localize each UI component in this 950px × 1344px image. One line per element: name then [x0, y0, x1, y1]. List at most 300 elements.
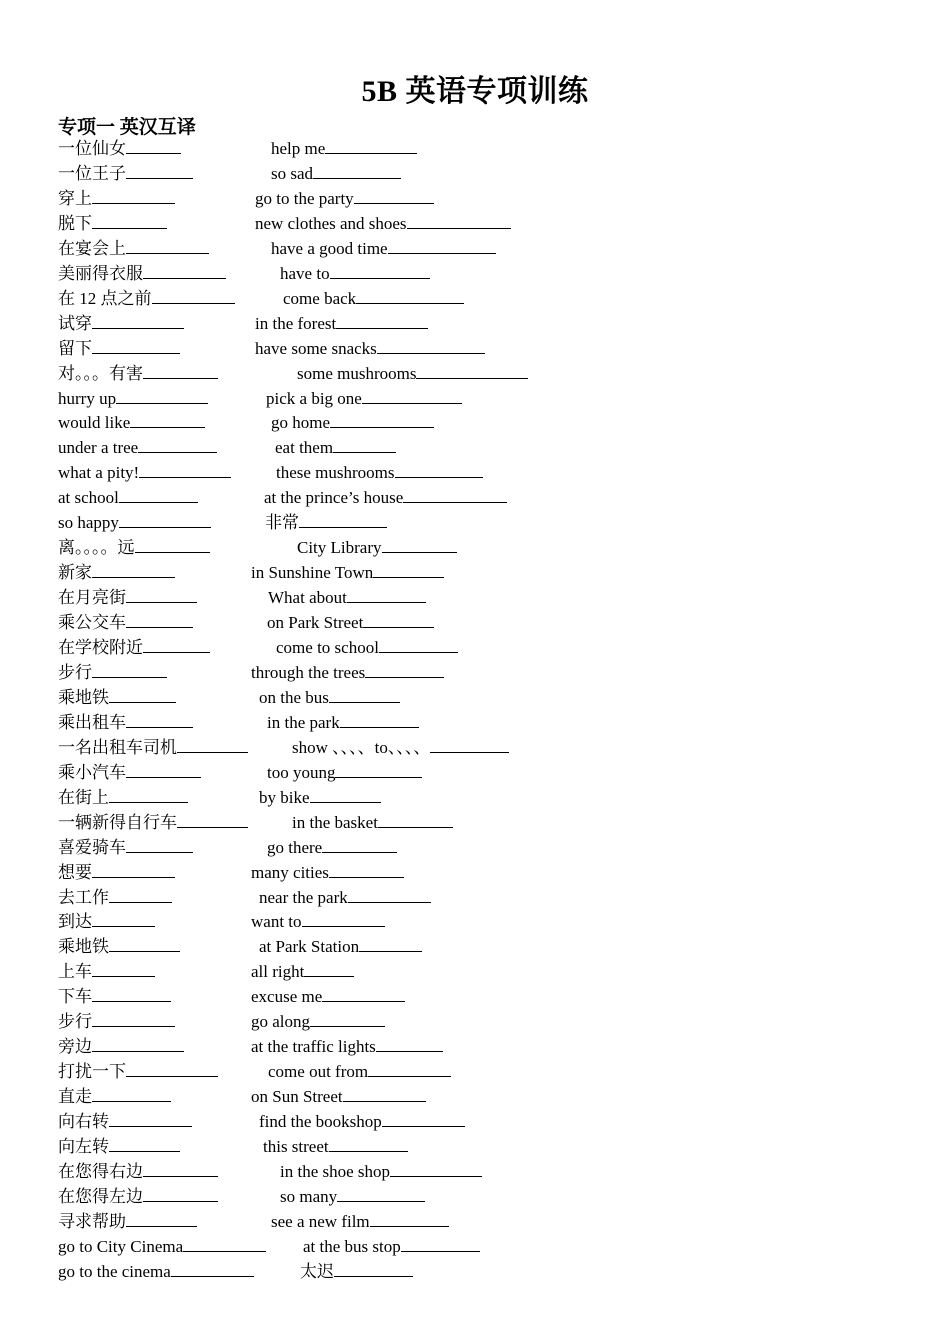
- answer-blank[interactable]: [340, 709, 419, 728]
- exercise-row: [0, 1133, 950, 1158]
- chinese-english-item-left: [58, 1058, 218, 1084]
- chinese-english-item-right: [267, 834, 397, 860]
- answer-blank[interactable]: [363, 609, 434, 628]
- answer-blank[interactable]: [329, 684, 400, 703]
- exercise-row: [0, 1258, 950, 1283]
- chinese-english-item-right: [292, 734, 509, 760]
- item-text: find the bookshop: [259, 1112, 382, 1132]
- chinese-english-item-left: [58, 859, 175, 885]
- chinese-english-item-left: [58, 1158, 218, 1184]
- answer-blank[interactable]: [126, 709, 193, 728]
- item-text: 太迟: [300, 1261, 334, 1281]
- chinese-english-item-right: [265, 509, 387, 535]
- answer-blank[interactable]: [377, 335, 485, 354]
- exercise-row: [0, 759, 950, 784]
- answer-blank[interactable]: [347, 584, 426, 603]
- answer-blank[interactable]: [329, 1133, 408, 1152]
- item-text: come to school: [276, 638, 379, 657]
- item-text: in Sunshine Town: [251, 563, 374, 583]
- chinese-english-item-left: [58, 884, 172, 910]
- answer-blank[interactable]: [177, 809, 248, 828]
- chinese-english-item-right: [303, 1233, 480, 1259]
- item-text: at the prince’s house: [264, 488, 404, 508]
- chinese-english-item-right: [280, 260, 430, 286]
- chinese-english-item-left: [58, 559, 175, 585]
- chinese-english-item-right: [297, 360, 528, 386]
- answer-blank[interactable]: [143, 634, 210, 653]
- exercise-row: [0, 659, 950, 684]
- item-text: 去工作: [58, 887, 109, 907]
- item-text: hurry up: [58, 388, 117, 408]
- chinese-english-item-left: [58, 983, 171, 1009]
- item-text: 打扰一下: [58, 1062, 126, 1082]
- answer-blank[interactable]: [109, 684, 176, 703]
- answer-blank[interactable]: [334, 1258, 413, 1277]
- chinese-english-item-left: [58, 933, 180, 959]
- item-text: 乘小汽车: [58, 762, 126, 782]
- chinese-english-item-right: [255, 185, 434, 211]
- exercise-row: [0, 834, 950, 859]
- answer-blank[interactable]: [302, 908, 385, 927]
- chinese-english-item-left: [58, 1008, 175, 1034]
- item-text: 乘地铁: [58, 937, 109, 957]
- item-text: come out from: [268, 1062, 369, 1082]
- item-text: have some snacks: [255, 338, 377, 358]
- answer-blank[interactable]: [109, 933, 180, 952]
- exercise-row: [0, 958, 950, 983]
- chinese-english-item-left: [58, 659, 167, 685]
- chinese-english-item-right: [259, 684, 400, 710]
- item-text: go home: [271, 413, 331, 433]
- answer-blank[interactable]: [325, 135, 417, 154]
- answer-blank[interactable]: [348, 884, 431, 903]
- item-text: 想要: [58, 862, 92, 882]
- item-text: some mushrooms: [297, 363, 417, 383]
- answer-blank[interactable]: [109, 1133, 180, 1152]
- answer-blank[interactable]: [403, 484, 507, 503]
- chinese-english-item-left: [58, 734, 248, 760]
- chinese-english-item-left: [58, 1258, 254, 1284]
- answer-blank[interactable]: [310, 784, 381, 803]
- answer-blank[interactable]: [401, 1233, 480, 1252]
- chinese-english-item-right: [271, 409, 434, 435]
- chinese-english-item-right: [264, 484, 507, 510]
- answer-blank[interactable]: [329, 859, 404, 878]
- item-text: excuse me: [251, 987, 323, 1007]
- item-text: in the basket: [292, 812, 378, 832]
- chinese-english-item-right: [259, 784, 381, 810]
- item-text: near the park: [259, 887, 348, 907]
- chinese-english-item-right: [267, 609, 434, 635]
- chinese-english-item-right: [251, 958, 354, 984]
- chinese-english-item-right: [255, 210, 511, 236]
- answer-blank[interactable]: [92, 908, 155, 927]
- item-text: all right: [251, 962, 305, 982]
- item-text: through the trees: [251, 662, 366, 682]
- exercise-row: [0, 634, 950, 659]
- exercise-row: [0, 709, 950, 734]
- item-text: this street: [263, 1137, 329, 1156]
- chinese-english-item-left: [58, 684, 176, 710]
- item-text: pick a big one: [266, 388, 362, 408]
- answer-blank[interactable]: [362, 385, 462, 404]
- chinese-english-item-left: [58, 385, 208, 411]
- chinese-english-item-left: [58, 784, 188, 810]
- answer-blank[interactable]: [390, 1158, 482, 1177]
- item-text: in the shoe shop: [280, 1161, 391, 1181]
- item-text: at the bus stop: [303, 1236, 401, 1256]
- item-text: new clothes and shoes: [255, 213, 407, 233]
- item-text: 对。。。有害: [58, 363, 143, 383]
- exercise-row: [0, 1008, 950, 1033]
- chinese-english-item-right: [300, 1258, 413, 1284]
- chinese-english-item-right: [267, 759, 422, 785]
- item-text: at the traffic lights: [251, 1037, 376, 1057]
- answer-blank[interactable]: [126, 609, 193, 628]
- item-text: so many: [280, 1186, 338, 1206]
- exercise-row: [0, 933, 950, 958]
- item-text: 一位王子: [58, 163, 126, 183]
- answer-blank[interactable]: [139, 459, 231, 478]
- answer-blank[interactable]: [330, 409, 434, 428]
- item-text: 在街上: [58, 787, 109, 807]
- answer-blank[interactable]: [356, 285, 464, 304]
- exercise-row: [0, 1083, 950, 1108]
- item-text: 离。。。。远: [58, 538, 135, 558]
- chinese-english-item-left: [58, 260, 226, 286]
- item-text: go to City Cinema: [58, 1236, 184, 1256]
- exercise-row: [0, 1183, 950, 1208]
- item-text: 在学校附近: [58, 638, 143, 657]
- exercise-row: [0, 210, 950, 235]
- answer-blank[interactable]: [126, 235, 209, 254]
- item-text: 新家: [58, 563, 92, 583]
- item-text: 到达: [58, 912, 92, 932]
- item-text: so happy: [58, 513, 119, 533]
- exercise-row: [0, 484, 950, 509]
- item-text: at school: [58, 488, 119, 508]
- chinese-english-item-left: [58, 958, 155, 984]
- answer-blank[interactable]: [92, 1008, 175, 1027]
- answer-blank[interactable]: [322, 834, 397, 853]
- chinese-english-item-right: [251, 1008, 385, 1034]
- exercise-row: [0, 584, 950, 609]
- answer-blank[interactable]: [335, 759, 422, 778]
- exercise-row: [0, 385, 950, 410]
- chinese-english-item-left: [58, 1108, 192, 1134]
- chinese-english-item-right: [251, 659, 444, 685]
- answer-blank[interactable]: [138, 434, 217, 453]
- answer-blank[interactable]: [359, 933, 422, 952]
- chinese-english-item-left: [58, 285, 235, 311]
- answer-blank[interactable]: [143, 260, 226, 279]
- chinese-english-item-right: [271, 1208, 449, 1234]
- exercise-row: [0, 235, 950, 260]
- exercise-row: [0, 135, 950, 160]
- answer-blank[interactable]: [126, 135, 181, 154]
- chinese-english-item-right: [251, 1083, 426, 1109]
- chinese-english-item-left: [58, 434, 217, 460]
- answer-blank[interactable]: [416, 360, 528, 379]
- item-text: 在您得右边: [58, 1161, 143, 1181]
- chinese-english-item-left: [58, 1033, 184, 1059]
- answer-blank[interactable]: [376, 1033, 443, 1052]
- item-text: 非常: [265, 513, 299, 533]
- chinese-english-item-left: [58, 1208, 197, 1234]
- exercise-row: [0, 684, 950, 709]
- item-text: 乘地铁: [58, 687, 109, 707]
- exercise-row: [0, 1058, 950, 1083]
- item-text: 上车: [58, 962, 92, 982]
- answer-blank[interactable]: [126, 584, 197, 603]
- answer-blank[interactable]: [365, 659, 444, 678]
- chinese-english-item-right: [271, 135, 417, 161]
- item-text: 乘出租车: [58, 712, 126, 732]
- item-text: 下车: [58, 987, 92, 1007]
- exercise-row: [0, 160, 950, 185]
- chinese-english-item-left: [58, 210, 167, 236]
- chinese-english-item-right: [255, 335, 485, 361]
- answer-blank[interactable]: [430, 734, 509, 753]
- chinese-english-item-right: [297, 534, 457, 560]
- answer-blank[interactable]: [92, 859, 175, 878]
- chinese-english-item-right: [251, 1033, 443, 1059]
- answer-blank[interactable]: [183, 1233, 266, 1252]
- answer-blank[interactable]: [152, 285, 235, 304]
- answer-blank[interactable]: [310, 1008, 385, 1027]
- item-text: 喜爱骑车: [58, 837, 126, 857]
- chinese-english-item-left: [58, 235, 209, 261]
- item-text: want to: [251, 912, 302, 932]
- answer-blank[interactable]: [126, 160, 193, 179]
- item-text: 旁边: [58, 1037, 92, 1057]
- exercise-row: [0, 360, 950, 385]
- answer-blank[interactable]: [109, 784, 188, 803]
- chinese-english-item-left: [58, 160, 193, 186]
- answer-blank[interactable]: [378, 809, 453, 828]
- answer-blank[interactable]: [368, 1058, 451, 1077]
- chinese-english-item-left: [58, 834, 193, 860]
- chinese-english-item-left: [58, 459, 231, 485]
- chinese-english-item-right: [276, 459, 483, 485]
- answer-blank[interactable]: [171, 1258, 254, 1277]
- chinese-english-item-right: [276, 634, 458, 660]
- answer-blank[interactable]: [135, 534, 210, 553]
- item-text: these mushrooms: [276, 463, 395, 483]
- item-text: in the forest: [255, 313, 337, 333]
- chinese-english-item-left: [58, 1233, 266, 1259]
- item-text: on Sun Street: [251, 1087, 343, 1107]
- answer-blank[interactable]: [126, 1208, 197, 1227]
- item-text: 在宴会上: [58, 238, 126, 258]
- answer-blank[interactable]: [354, 185, 434, 204]
- item-text: 留下: [58, 338, 92, 358]
- answer-blank[interactable]: [92, 1033, 184, 1052]
- item-text: 步行: [58, 662, 92, 682]
- answer-blank[interactable]: [379, 634, 458, 653]
- chinese-english-item-right: [251, 983, 405, 1009]
- exercise-row: [0, 859, 950, 884]
- answer-blank[interactable]: [343, 1083, 426, 1102]
- answer-blank[interactable]: [109, 884, 172, 903]
- chinese-english-item-right: [251, 559, 444, 585]
- answer-blank[interactable]: [92, 559, 175, 578]
- item-text: go along: [251, 1012, 311, 1032]
- item-text: show 、、、、to、、、、: [292, 737, 431, 757]
- answer-blank[interactable]: [382, 534, 457, 553]
- answer-blank[interactable]: [92, 1083, 171, 1102]
- answer-blank[interactable]: [313, 160, 401, 179]
- answer-blank[interactable]: [382, 1108, 465, 1127]
- chinese-english-item-right: [263, 1133, 408, 1159]
- item-text: 向左转: [58, 1137, 109, 1156]
- chinese-english-item-right: [259, 933, 422, 959]
- answer-blank[interactable]: [92, 210, 167, 229]
- answer-blank[interactable]: [388, 235, 496, 254]
- item-text: 在您得左边: [58, 1186, 143, 1206]
- answer-blank[interactable]: [92, 335, 180, 354]
- chinese-english-item-left: [58, 908, 155, 934]
- exercise-row: [0, 734, 950, 759]
- answer-blank[interactable]: [92, 983, 171, 1002]
- answer-blank[interactable]: [116, 385, 208, 404]
- chinese-english-item-left: [58, 360, 218, 386]
- answer-blank[interactable]: [119, 509, 211, 528]
- chinese-english-item-left: [58, 634, 210, 660]
- chinese-english-item-left: [58, 509, 211, 535]
- item-text: what a pity!: [58, 463, 140, 483]
- item-text: help me: [271, 139, 326, 158]
- exercise-row: [0, 884, 950, 909]
- answer-blank[interactable]: [109, 1108, 192, 1127]
- item-text: go there: [267, 837, 323, 857]
- answer-blank[interactable]: [373, 559, 444, 578]
- chinese-english-item-left: [58, 484, 198, 510]
- chinese-english-item-left: [58, 609, 193, 635]
- item-text: 一位仙女: [58, 139, 126, 158]
- exercise-row: [0, 185, 950, 210]
- item-text: under a tree: [58, 438, 139, 458]
- chinese-english-item-right: [275, 434, 396, 460]
- exercise-row: [0, 1108, 950, 1133]
- chinese-english-item-left: [58, 759, 201, 785]
- chinese-english-item-left: [58, 1133, 180, 1159]
- answer-blank[interactable]: [119, 484, 198, 503]
- exercise-row: [0, 784, 950, 809]
- chinese-english-item-right: [280, 1183, 425, 1209]
- item-text: go to the cinema: [58, 1261, 171, 1281]
- chinese-english-item-right: [259, 884, 431, 910]
- item-text: 一名出租车司机: [58, 737, 177, 757]
- chinese-english-item-left: [58, 185, 175, 211]
- item-text: on the bus: [259, 687, 329, 707]
- item-text: 步行: [58, 1012, 92, 1032]
- item-text: eat them: [275, 438, 334, 458]
- chinese-english-item-left: [58, 809, 248, 835]
- answer-blank[interactable]: [337, 1183, 425, 1202]
- chinese-english-item-right: [255, 310, 428, 336]
- chinese-english-item-left: [58, 135, 181, 161]
- answer-blank[interactable]: [92, 185, 175, 204]
- answer-blank[interactable]: [126, 834, 193, 853]
- answer-blank[interactable]: [126, 759, 201, 778]
- item-text: come back: [283, 288, 357, 308]
- exercise-row: [0, 409, 950, 434]
- item-text: What about: [268, 588, 347, 608]
- answer-blank[interactable]: [130, 409, 205, 428]
- item-text: 试穿: [58, 313, 92, 333]
- item-text: on Park Street: [267, 613, 364, 633]
- answer-blank[interactable]: [333, 434, 396, 453]
- answer-blank[interactable]: [143, 360, 218, 379]
- answer-blank[interactable]: [322, 983, 405, 1002]
- answer-blank[interactable]: [143, 1158, 218, 1177]
- item-text: by bike: [259, 787, 310, 807]
- item-text: 美丽得衣服: [58, 263, 143, 283]
- item-text: City Library: [297, 538, 382, 558]
- answer-blank[interactable]: [395, 459, 483, 478]
- item-text: 穿上: [58, 188, 92, 208]
- item-text: in the park: [267, 712, 340, 732]
- answer-blank[interactable]: [304, 958, 354, 977]
- answer-blank[interactable]: [407, 210, 511, 229]
- item-text: at Park Station: [259, 937, 360, 957]
- answer-blank[interactable]: [126, 1058, 218, 1077]
- answer-blank[interactable]: [370, 1208, 449, 1227]
- exercise-row: [0, 809, 950, 834]
- exercise-row: [0, 459, 950, 484]
- answer-blank[interactable]: [177, 734, 248, 753]
- exercise-row: [0, 335, 950, 360]
- answer-blank[interactable]: [299, 509, 387, 528]
- answer-blank[interactable]: [92, 958, 155, 977]
- item-text: see a new film: [271, 1211, 370, 1231]
- chinese-english-item-right: [267, 709, 419, 735]
- chinese-english-item-right: [292, 809, 453, 835]
- item-text: 向右转: [58, 1112, 109, 1132]
- chinese-english-item-right: [251, 859, 404, 885]
- section-heading: 专项一 英汉互译: [58, 117, 196, 138]
- chinese-english-item-right: [271, 160, 401, 186]
- item-text: many cities: [251, 862, 329, 882]
- chinese-english-item-left: [58, 310, 184, 336]
- exercise-row: [0, 534, 950, 559]
- chinese-english-item-right: [268, 1058, 451, 1084]
- chinese-english-item-left: [58, 534, 210, 560]
- chinese-english-item-right: [251, 908, 385, 934]
- chinese-english-item-left: [58, 335, 180, 361]
- answer-blank[interactable]: [92, 310, 184, 329]
- exercise-row: [0, 559, 950, 584]
- exercise-row: [0, 260, 950, 285]
- chinese-english-item-right: [280, 1158, 482, 1184]
- item-text: have to: [280, 263, 330, 283]
- exercise-row: [0, 1033, 950, 1058]
- page-title: 5B 英语专项训练: [361, 75, 589, 108]
- item-text: too young: [267, 762, 336, 782]
- answer-blank[interactable]: [143, 1183, 218, 1202]
- chinese-english-item-left: [58, 584, 197, 610]
- chinese-english-item-left: [58, 1083, 171, 1109]
- exercise-row: [0, 434, 950, 459]
- exercise-row: [0, 908, 950, 933]
- answer-blank[interactable]: [92, 659, 167, 678]
- answer-blank[interactable]: [330, 260, 430, 279]
- exercise-row: [0, 1158, 950, 1183]
- answer-blank[interactable]: [336, 310, 428, 329]
- chinese-english-item-left: [58, 1183, 218, 1209]
- chinese-english-item-left: [58, 709, 193, 735]
